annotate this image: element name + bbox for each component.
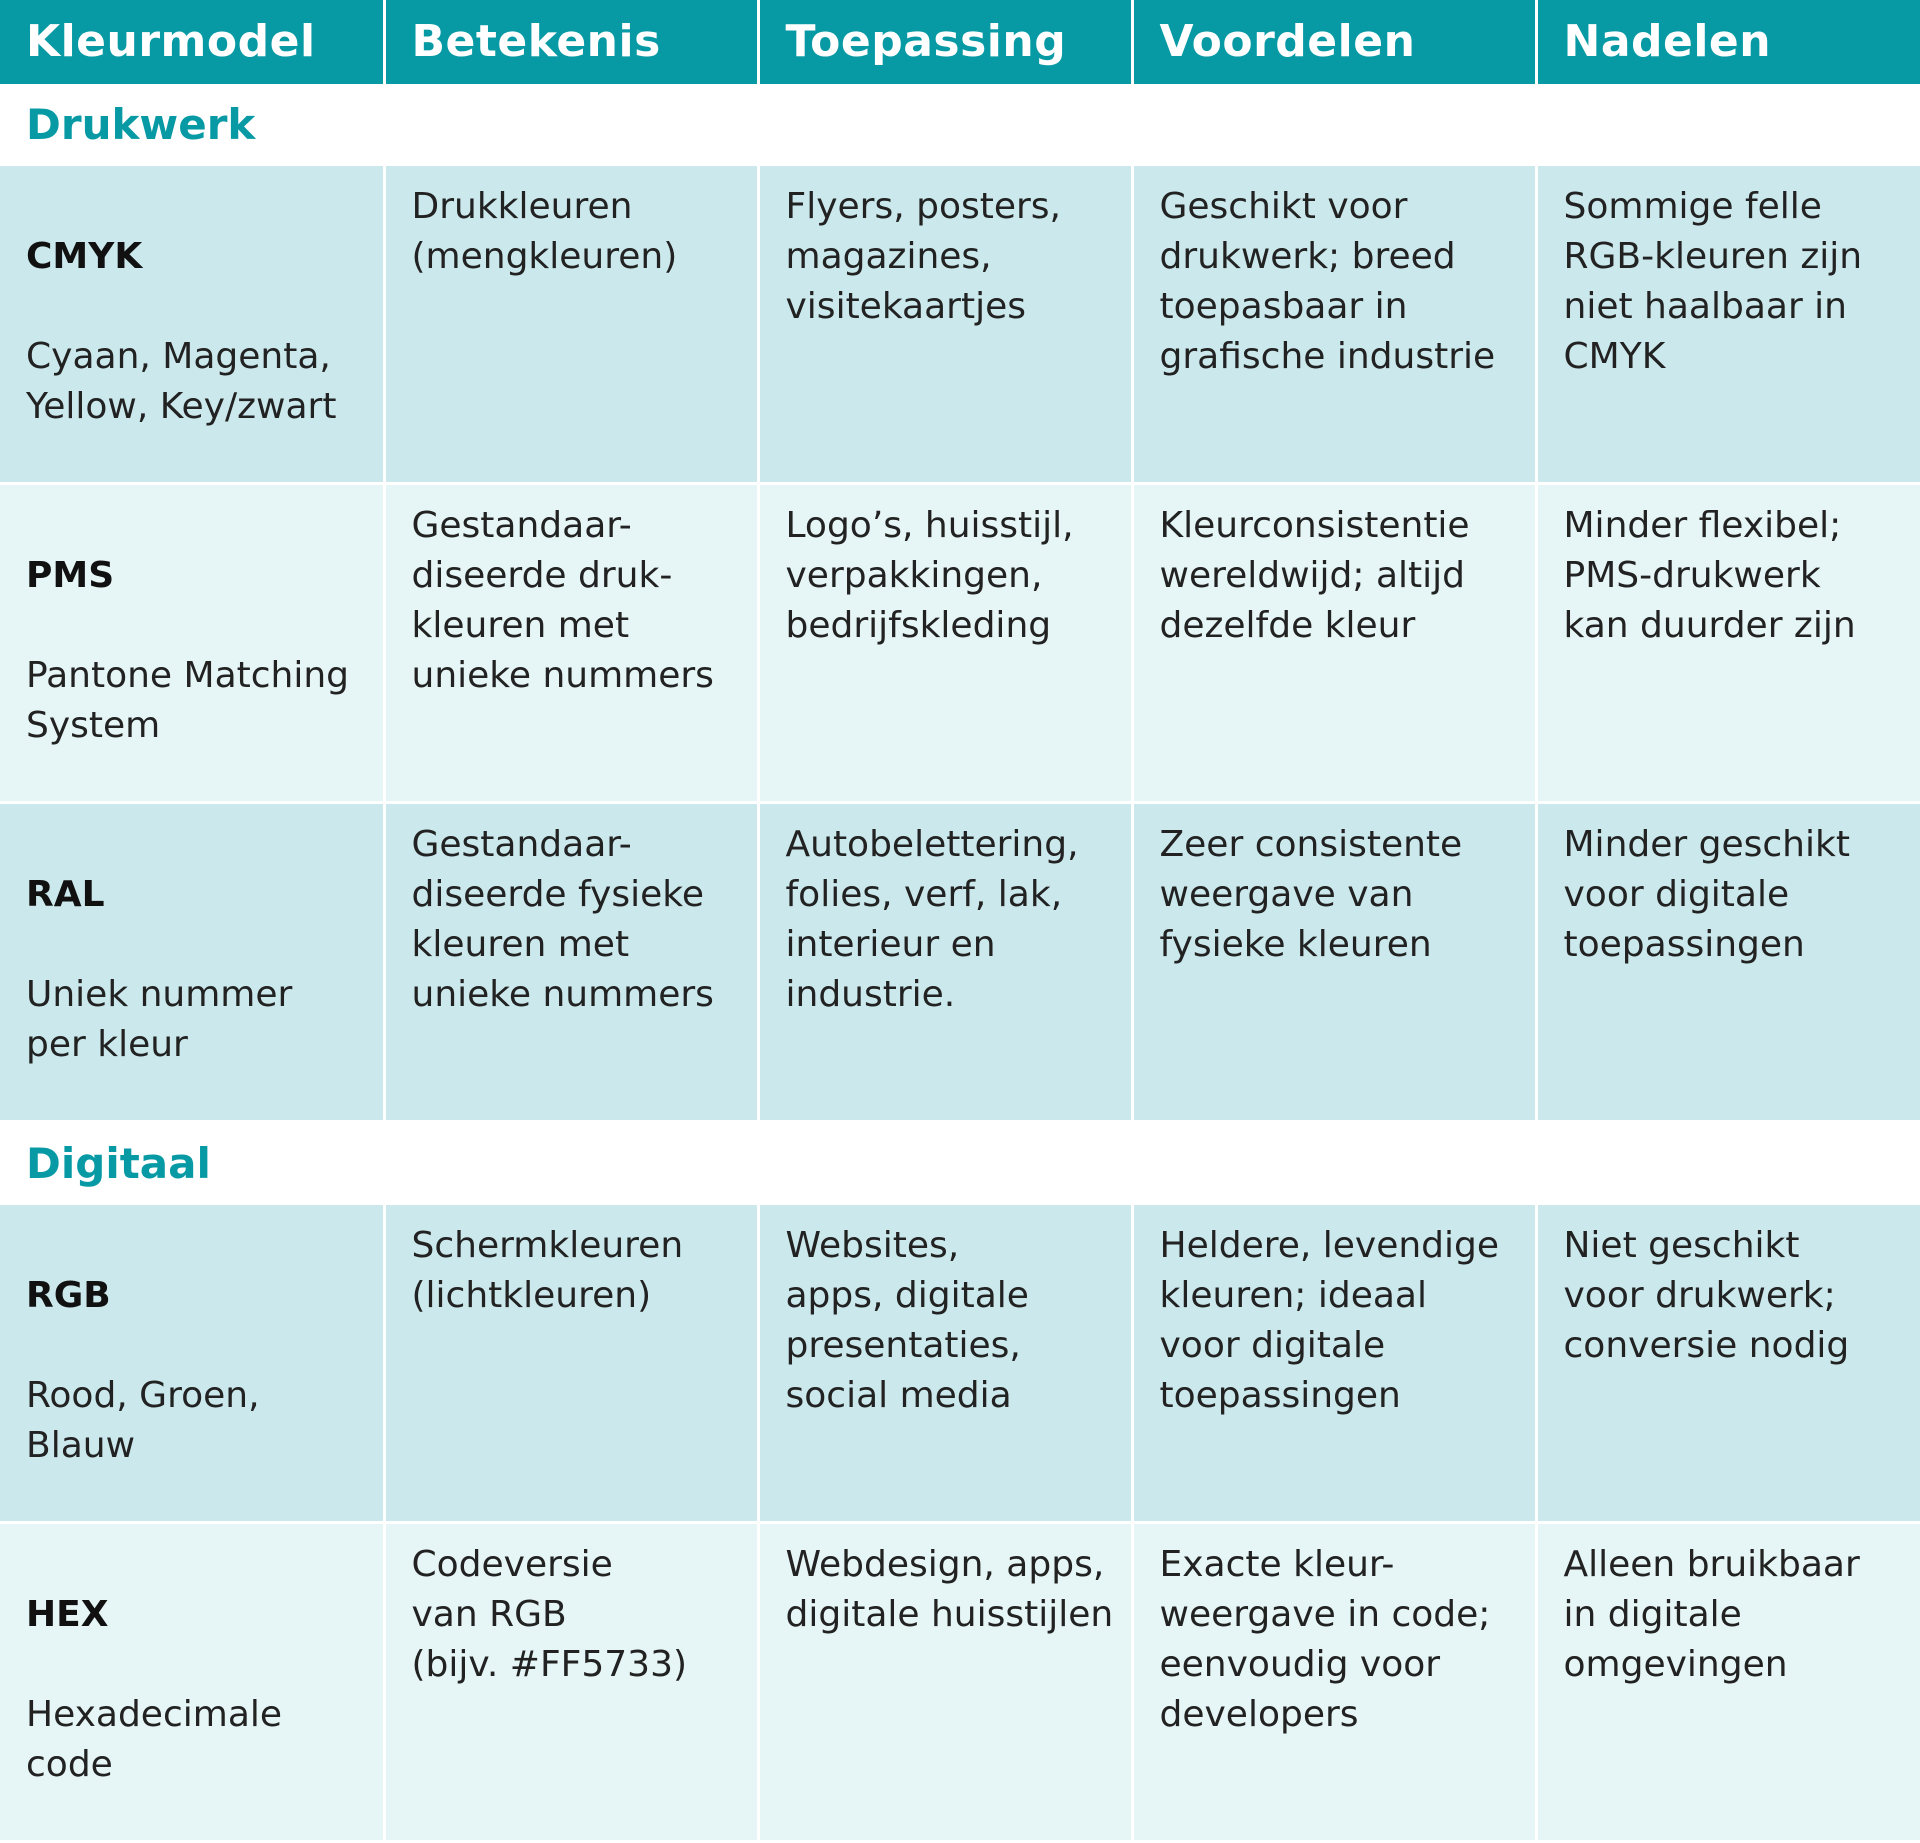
model-cell bbox=[0, 1523, 384, 1842]
table-row bbox=[0, 484, 1920, 803]
model-name: PMS bbox=[26, 555, 115, 596]
header-voordelen: Voordelen bbox=[1132, 0, 1536, 84]
header-nadelen: Nadelen bbox=[1536, 0, 1920, 84]
section-title: Drukwerk bbox=[0, 84, 1920, 166]
nadelen-cell: Sommige felle RGB-kleuren zijn niet haalbaar in CMYK bbox=[1536, 166, 1920, 484]
model-cell bbox=[0, 803, 384, 1122]
model-cell bbox=[0, 484, 384, 803]
betekenis-cell: Drukkleuren (mengkleuren) bbox=[384, 166, 758, 484]
voordelen-cell: Zeer consistente weergave van fysieke kleuren bbox=[1132, 803, 1536, 1122]
nadelen-cell: Minder flexibel; PMS-drukwerk kan duurder zijn bbox=[1536, 484, 1920, 803]
model-description: Pantone Matching System bbox=[26, 655, 350, 746]
header-kleurmodel: Kleurmodel bbox=[0, 0, 384, 84]
nadelen-cell: Niet geschikt voor drukwerk; conversie nodig bbox=[1536, 1205, 1920, 1523]
model-cell bbox=[0, 1205, 384, 1523]
table-row bbox=[0, 1205, 1920, 1523]
betekenis-cell: Schermkleuren (lichtkleuren) bbox=[384, 1205, 758, 1523]
model-description: Hexadecimale code bbox=[26, 1694, 283, 1785]
toepassing-cell: Logo’s, huisstijl, verpakkingen, bedrijfskleding bbox=[758, 484, 1132, 803]
betekenis-cell: Gestandaar- diseerde fysieke kleuren met unieke nummers bbox=[384, 803, 758, 1122]
toepassing-cell: Flyers, posters, magazines, visitekaartjes bbox=[758, 166, 1132, 484]
model-cell bbox=[0, 166, 384, 484]
table-row bbox=[0, 166, 1920, 484]
model-description: Cyaan, Magenta, Yellow, Key/zwart bbox=[26, 336, 337, 427]
header-toepassing: Toepassing bbox=[758, 0, 1132, 84]
nadelen-cell: Alleen bruikbaar in digitale omgevingen bbox=[1536, 1523, 1920, 1842]
voordelen-cell: Geschikt voor drukwerk; breed toepasbaar in grafische industrie bbox=[1132, 166, 1536, 484]
model-name: CMYK bbox=[26, 236, 143, 277]
section-title: Digitaal bbox=[0, 1122, 1920, 1206]
betekenis-cell: Codeversie van RGB (bijv. #FF5733) bbox=[384, 1523, 758, 1842]
table-row bbox=[0, 1523, 1920, 1842]
model-name: RGB bbox=[26, 1275, 111, 1316]
toepassing-cell: Autobelettering, folies, verf, lak, interieur en industrie. bbox=[758, 803, 1132, 1122]
model-description: Uniek nummer per kleur bbox=[26, 974, 293, 1065]
toepassing-cell: Websites, apps, digitale presentaties, social media bbox=[758, 1205, 1132, 1523]
section-row-drukwerk bbox=[0, 84, 1920, 166]
betekenis-cell: Gestandaar- diseerde druk- kleuren met unieke nummers bbox=[384, 484, 758, 803]
model-name: HEX bbox=[26, 1594, 109, 1635]
header-betekenis: Betekenis bbox=[384, 0, 758, 84]
toepassing-cell: Webdesign, apps, digitale huisstijlen bbox=[758, 1523, 1132, 1842]
nadelen-cell: Minder geschikt voor digitale toepassingen bbox=[1536, 803, 1920, 1122]
voordelen-cell: Exacte kleur- weergave in code; eenvoudig voor developers bbox=[1132, 1523, 1536, 1842]
model-description: Rood, Groen, Blauw bbox=[26, 1375, 260, 1466]
model-name: RAL bbox=[26, 874, 105, 915]
table-row bbox=[0, 803, 1920, 1122]
header-row bbox=[0, 0, 1920, 84]
section-row-digitaal bbox=[0, 1122, 1920, 1206]
voordelen-cell: Kleurconsistentie wereldwijd; altijd dezelfde kleur bbox=[1132, 484, 1536, 803]
voordelen-cell: Heldere, levendige kleuren; ideaal voor digitale toepassingen bbox=[1132, 1205, 1536, 1523]
